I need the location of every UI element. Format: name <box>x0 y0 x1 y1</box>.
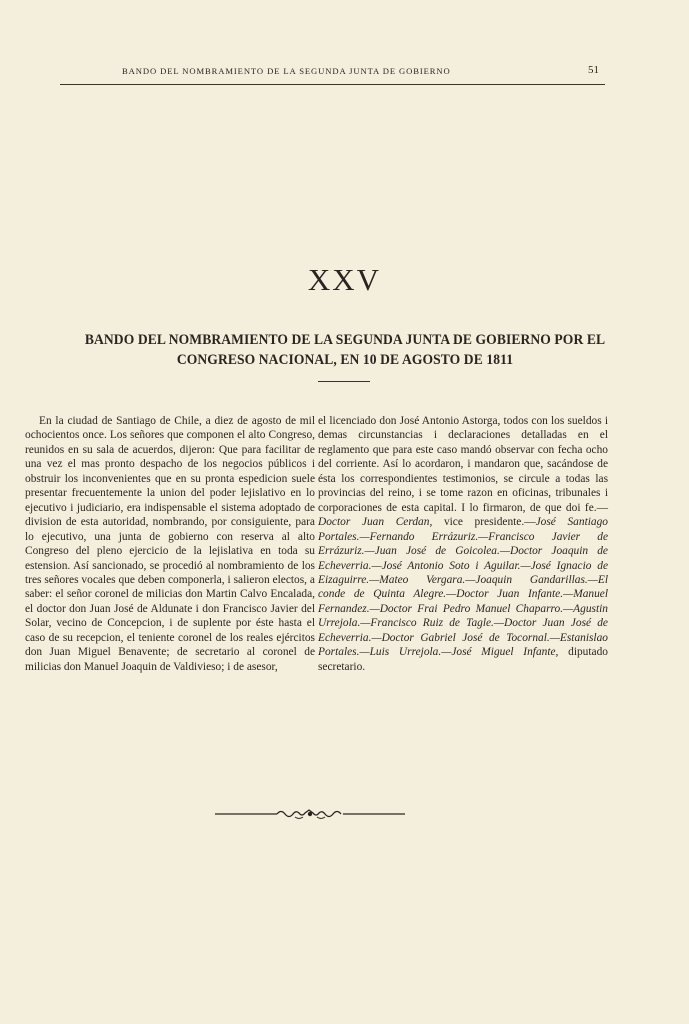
heading-line-2: CONGRESO NACIONAL, EN 10 DE AGOSTO DE 1811 <box>176 352 514 368</box>
running-header <box>60 66 605 85</box>
vignette-ornament-icon <box>215 806 405 822</box>
left-column-text: En la ciudad de Santiago de Chile, a diez de agosto de mil ochocientos once. Los señores que componen el alto Congreso, reunidos en su sala de acuerdos, dijeron: Que para facilitar de una vez el mas pronto despacho de los negocios públicos i obstruir los inconvenientes que en su pronta espedicion suele presentar frecuentemente la union del poder lejislativo en lo ejecutivo i judiciario, era indispensable el sistema adoptado de division de esta autoridad, nombrando, por consiguiente, para lo ejecutivo, una junta de gobierno con reserva al alto Congreso del pleno ejercicio de la lejislativa en toda su estension. Así sancionado, se procedió al nombramiento de los tres señores vocales que deben componerla, i salieron electos, a saber: el señor coronel de milicias don Martin Calvo Encalada, el doctor don Juan José de Aldunate i don Francisco Javier del Solar, vecino de Concepcion, i de suplente por éste hasta el caso de su recepcion, el teniente coronel de los reales ejércitos don Juan Miguel Benavente; de secretario al coronel de milicias don Manuel Joaquin de Valdivieso; i de asesor, <box>25 415 315 673</box>
heading-rule <box>318 381 370 382</box>
right-column-text: el licenciado don José Antonio Astorga, todos con los sueldos i demas circunstancias i declaraciones detalladas en el reglamento que para este caso mandó observar con fecha ocho del corriente. Así lo acordaron, i mandaron que, sacándose de ésta los correspondientes testimonios, se circule a todas las provincias del reino, i se tome razon en oficinas, tribunales i corporaciones de esta capital. I lo firmaron, de que doi fe.— <box>318 415 608 514</box>
closing-text: diputado secretario. <box>318 646 608 673</box>
right-column-paragraph <box>318 414 608 674</box>
running-title: BANDO DEL NOMBRAMIENTO DE LA SEGUNDA JUNTA DE GOBIERNO <box>122 66 451 76</box>
chapter-heading <box>61 330 628 370</box>
vice-president-label: vice presidente.— <box>432 516 536 529</box>
right-column <box>318 414 608 674</box>
page-number: 51 <box>588 64 599 76</box>
signatures-list: José Santiago Portales.—Fernando Errázuriz.—Francisco Javier de Errázuriz.—Juan José de Goicolea.—Doctor Joaquin de Echeverria.—José Antonio Soto i Aguilar.—José Ignacio de Eizaguirre.—Mateo Vergara.—Joaquin Gandarillas.—El conde de Quinta Alegre.—Doctor Juan Infante.—Manuel Fernandez.—Doctor Frai Pedro Manuel Chaparro.—Agustin Urrejola.—Francisco Ruiz de Tagle.—Doctor Juan José de Echeverria.—Doctor Gabriel José de Tocornal.—Estanislao Portales.—Luis Urrejola.—José Miguel Infante, <box>318 516 608 659</box>
left-column <box>25 414 315 674</box>
signature-cerdan: Doctor Juan Cerdan, <box>318 516 433 529</box>
chapter-number: XXV <box>307 262 382 297</box>
heading-line-1: BANDO DEL NOMBRAMIENTO DE LA SEGUNDA JUNTA DE GOBIERNO POR EL <box>84 332 606 348</box>
